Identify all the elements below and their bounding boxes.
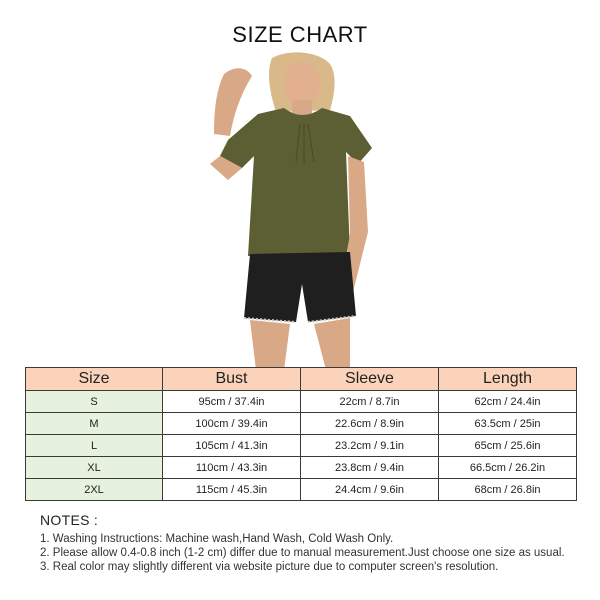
bust-value: 110cm / 43.3in [163, 457, 301, 479]
note-item: 3. Real color may slightly different via website picture due to computer screen's resolution. [40, 561, 499, 573]
table-row [26, 479, 577, 501]
note-item: 2. Please allow 0.4-0.8 inch (1-2 cm) differ due to manual measurement.Just choose one size as usual. [40, 547, 565, 559]
table-row [26, 391, 577, 413]
sleeve-value: 24.4cm / 9.6in [301, 479, 439, 501]
bust-value: 95cm / 37.4in [163, 391, 301, 413]
sleeve-value: 22.6cm / 8.9in [301, 413, 439, 435]
length-value: 63.5cm / 25in [439, 413, 577, 435]
size-value: S [26, 391, 163, 413]
sleeve-value: 23.8cm / 9.4in [301, 457, 439, 479]
size-chart-table [25, 367, 577, 501]
length-value: 66.5cm / 26.2in [439, 457, 577, 479]
table-header-row [26, 368, 577, 391]
length-value: 68cm / 26.8in [439, 479, 577, 501]
bust-value: 105cm / 41.3in [163, 435, 301, 457]
size-value: M [26, 413, 163, 435]
notes-section [40, 512, 580, 574]
header-size: Size [26, 368, 163, 391]
table-row [26, 435, 577, 457]
bust-value: 100cm / 39.4in [163, 413, 301, 435]
notes-title: NOTES : [40, 512, 99, 528]
sleeve-value: 23.2cm / 9.1in [301, 435, 439, 457]
size-value: 2XL [26, 479, 163, 501]
sleeve-value: 22cm / 8.7in [301, 391, 439, 413]
note-item: 1. Washing Instructions: Machine wash,Hand Wash, Cold Wash Only. [40, 533, 394, 545]
model-photo [180, 52, 420, 370]
header-bust: Bust [163, 368, 301, 391]
length-value: 65cm / 25.6in [439, 435, 577, 457]
size-value: XL [26, 457, 163, 479]
size-value: L [26, 435, 163, 457]
header-length: Length [439, 368, 577, 391]
table-row [26, 413, 577, 435]
header-sleeve: Sleeve [301, 368, 439, 391]
length-value: 62cm / 24.4in [439, 391, 577, 413]
bust-value: 115cm / 45.3in [163, 479, 301, 501]
table-row [26, 457, 577, 479]
page-title: SIZE CHART [232, 22, 368, 47]
